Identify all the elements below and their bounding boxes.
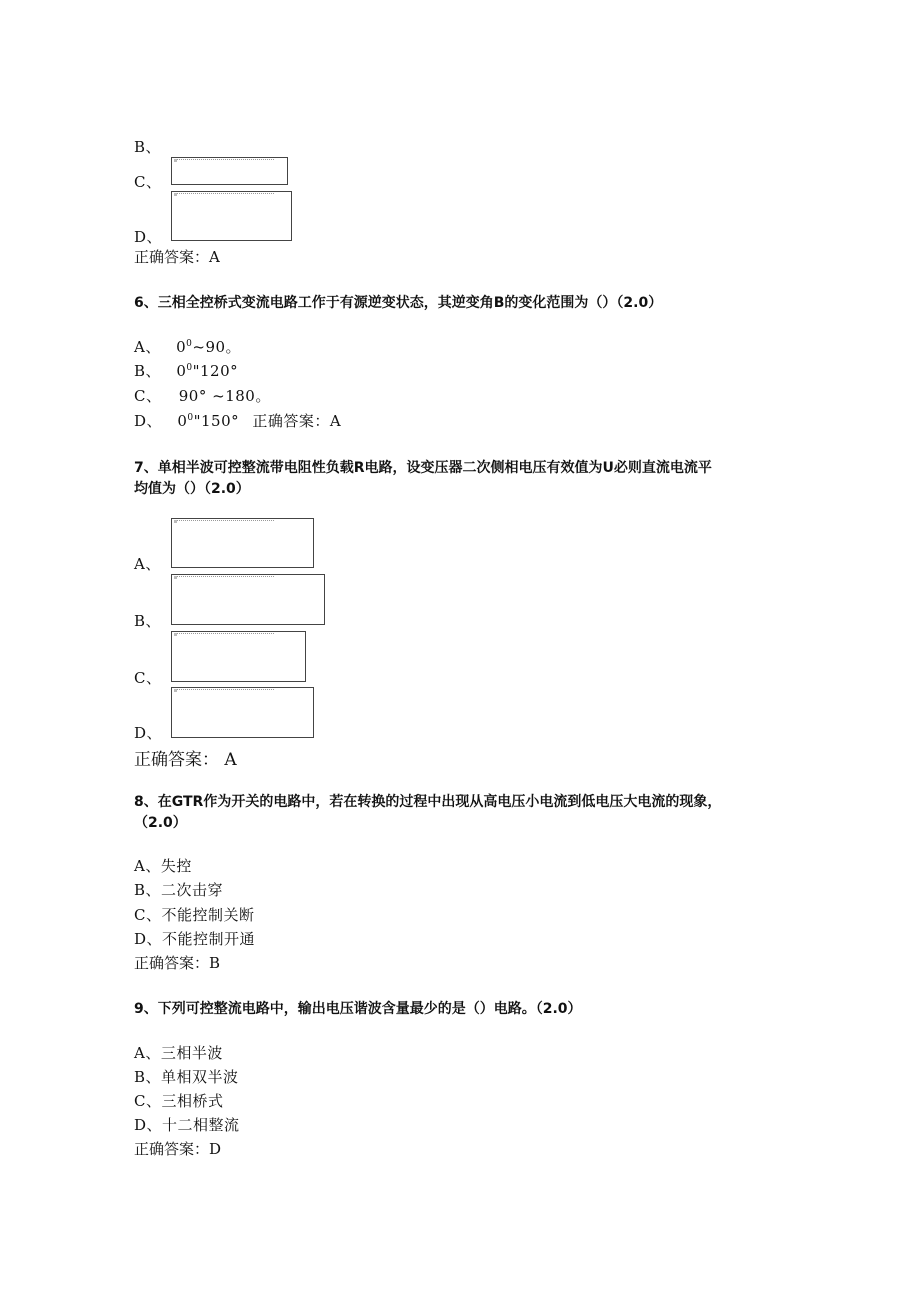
q6-option-a-text: $0^0\sim 90$。 [176,338,242,356]
q6-option-d [134,410,341,431]
q8-option-b: B、二次击穿 [134,881,224,899]
q8-option-c: C、不能控制关断 [134,906,255,924]
q6-option-c-text: 90° ~180。 [178,387,271,405]
q8-title-line1: 8、在GTR作为开关的电路中，若在转换的过程中出现从高电压小电流到低电压大电流的现象， [134,794,722,810]
q6-answer: 正确答案：A [252,412,342,430]
q5-answer: 正确答案：A [134,248,220,266]
q5-option-c-label: C、 [134,173,162,191]
q5-option-d-label: D、 [134,228,163,246]
q6-title: 6、三相全控桥式变流电路工作于有源逆变状态，其逆变角B的变化范围为（）（2.0） [134,295,663,311]
q6-option-d-prefix: D、 [134,412,163,430]
q6-option-d-text: $0^0"150^\circ$ [177,412,240,430]
q9-option-d: D、十二相整流 [134,1116,240,1134]
q7-option-d-image [171,687,314,738]
q5-option-c-image [171,157,288,185]
q8-option-d: D、不能控制开通 [134,930,256,948]
q7-answer: 正确答案： A [134,750,237,770]
q6-option-c-prefix: C、 [134,387,162,405]
q9-option-c: C、三相桥式 [134,1092,224,1110]
q7-option-c-image [171,631,306,682]
q9-title: 9、下列可控整流电路中，输出电压谐波含量最少的是（）电路。（2.0） [134,1001,582,1017]
q8-title-line2: （2.0） [134,815,187,831]
q7-option-a-label: A、 [134,555,161,573]
q7-option-b-label: B、 [134,612,162,630]
q6-option-b-text: $0^0"120^\circ$ [176,362,239,380]
q7-title-line2: 均值为（）（2.0） [134,481,250,497]
q5-option-b-label: B、 [134,138,162,156]
q6-option-a [134,336,241,357]
q8-option-a: A、失控 [134,857,192,875]
q6-option-c [134,385,271,406]
q9-option-b: B、单相双半波 [134,1068,239,1086]
q6-option-a-prefix: A、 [134,338,161,356]
q7-option-b-image [171,574,325,625]
q5-option-d-image [171,191,292,241]
q6-option-b-prefix: B、 [134,362,162,380]
q9-option-a: A、三相半波 [134,1044,223,1062]
q7-title-line1: 7、单相半波可控整流带电阻性负载R电路，设变压器二次侧相电压有效值为U必则直流电流平 [134,460,712,476]
q7-option-d-label: D、 [134,724,163,742]
q7-option-c-label: C、 [134,669,162,687]
q7-option-a-image [171,518,314,568]
q6-option-b [134,360,238,381]
q8-answer: 正确答案：B [134,954,221,972]
q9-answer: 正确答案：D [134,1140,222,1158]
